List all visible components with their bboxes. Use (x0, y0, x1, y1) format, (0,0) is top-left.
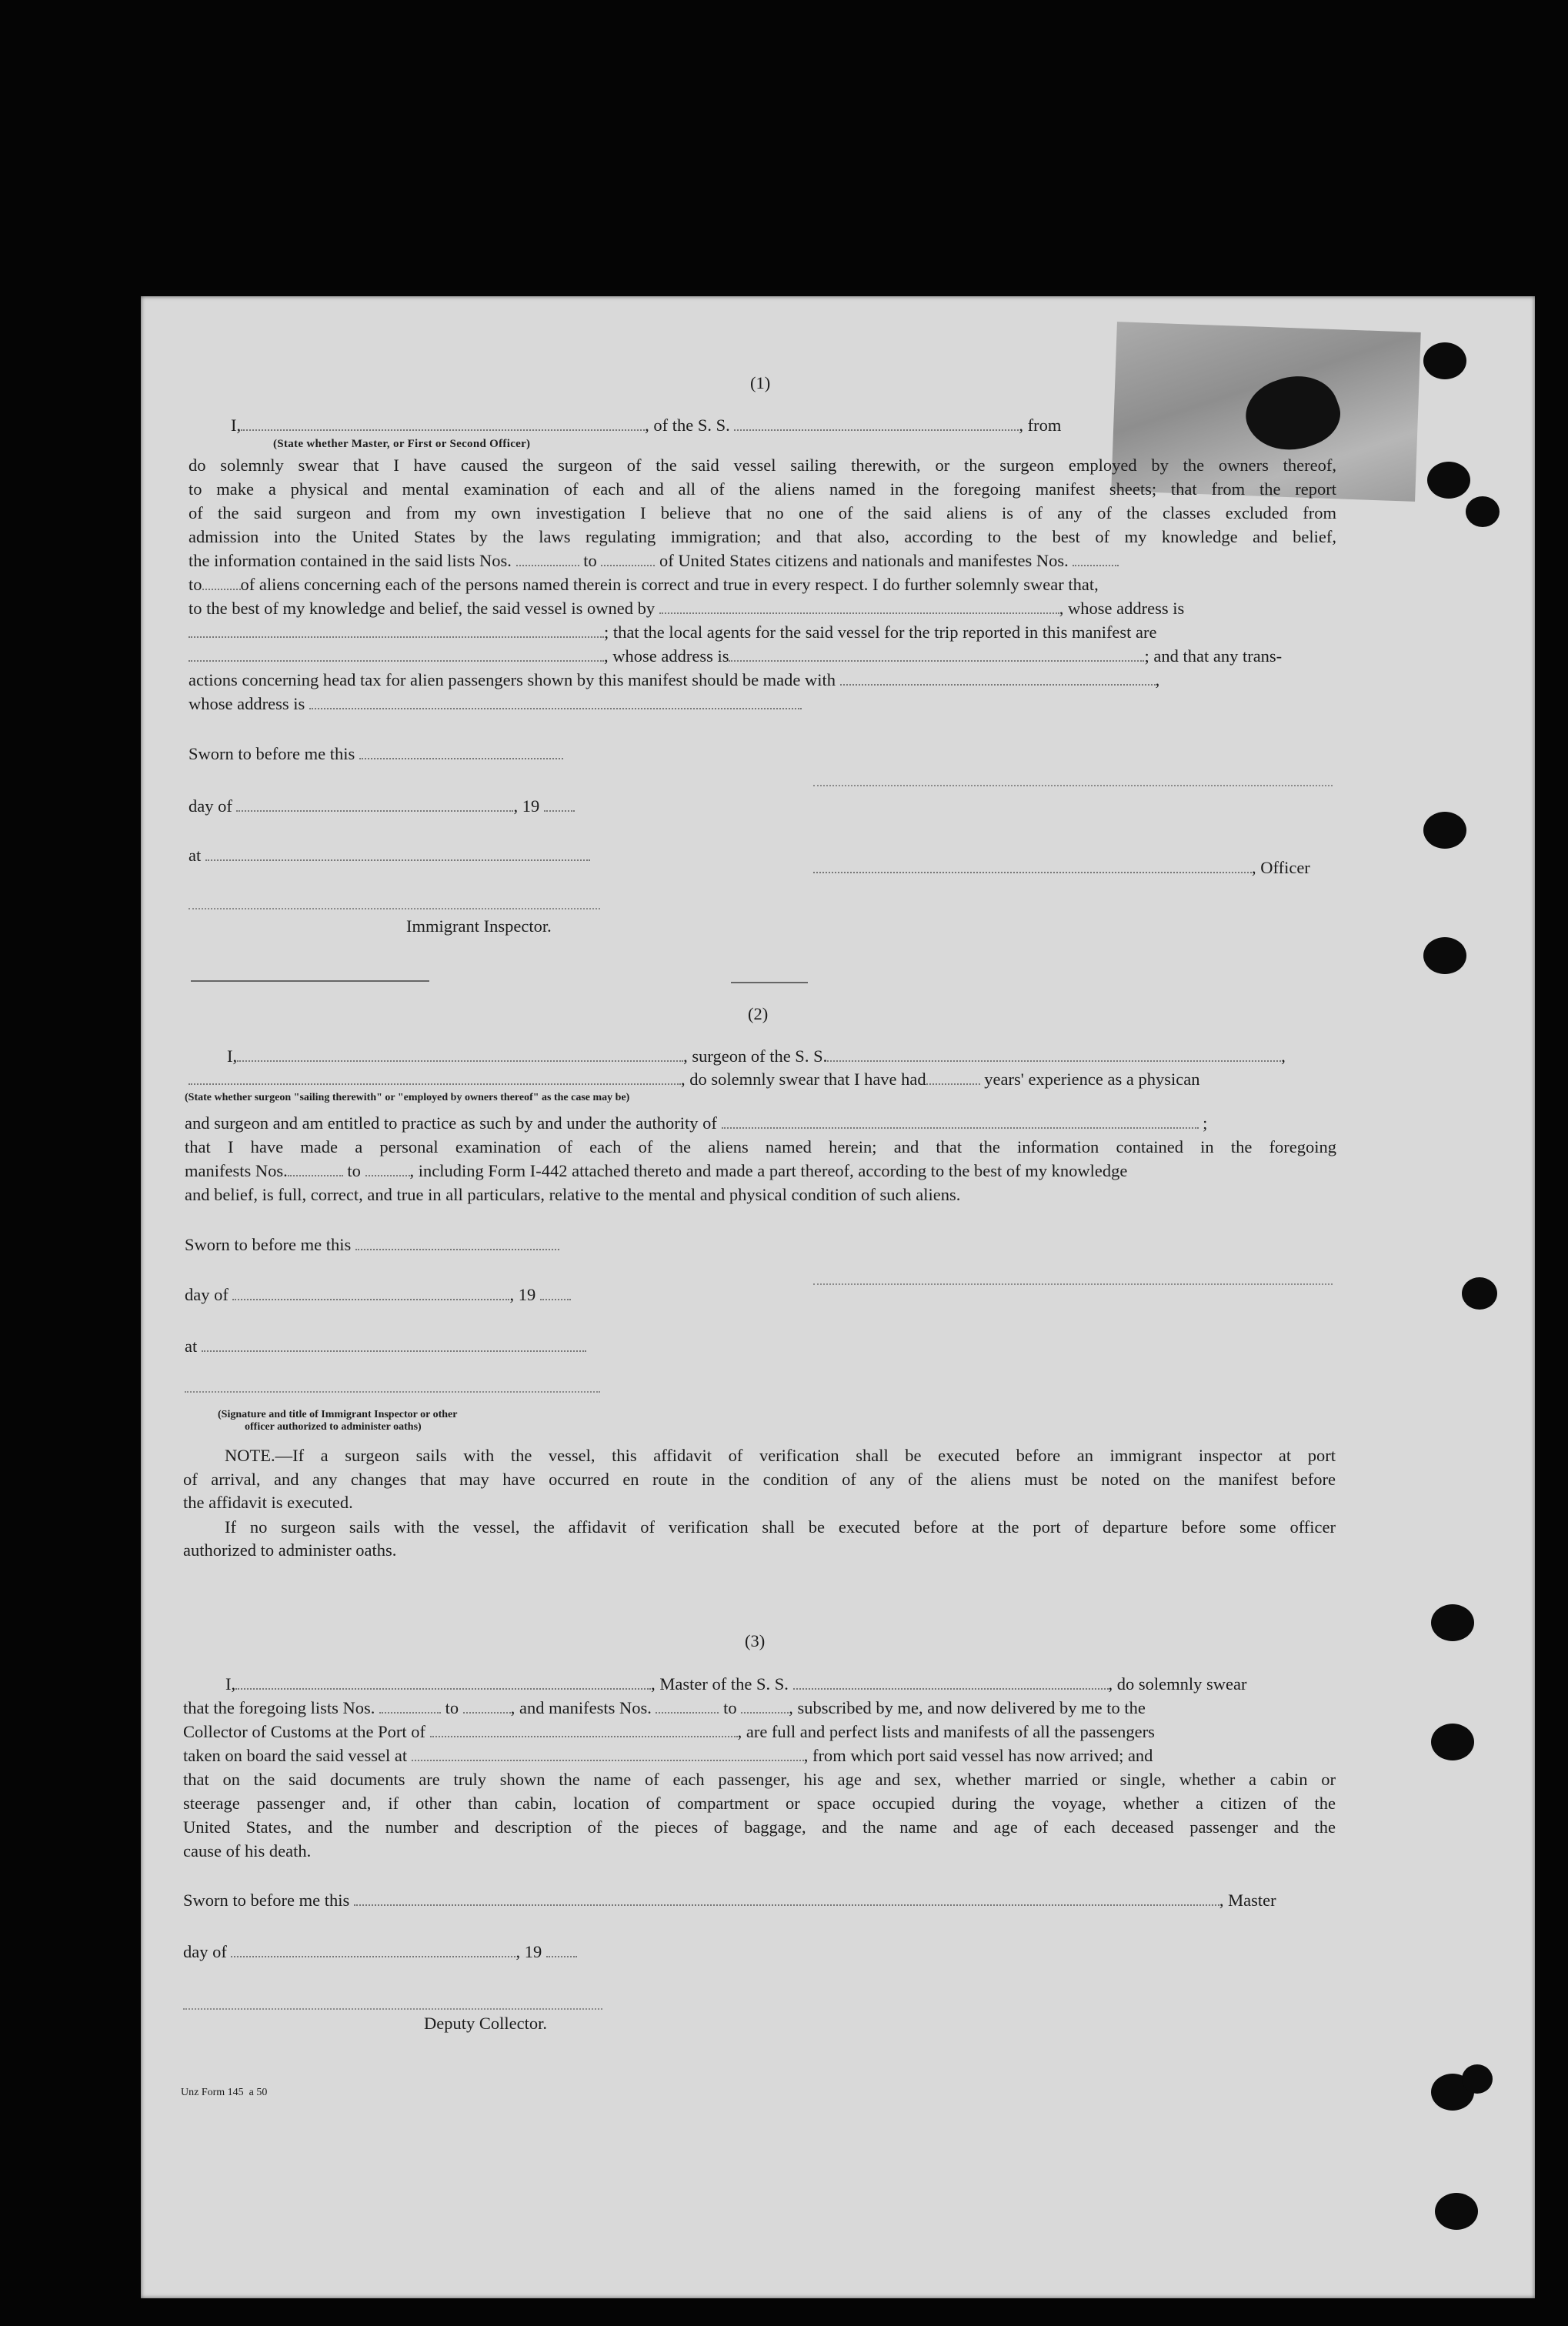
s2-surgeon-of: , surgeon of the S. S. (683, 1046, 828, 1066)
s2-note-1: NOTE.—If a surgeon sails with the vessel, this affidavit of verification shall be executed before an immigrant inspector at port (225, 1446, 1336, 1465)
s2-authority: and surgeon and am entitled to practice as such by and under the authority of (185, 1113, 717, 1133)
form-id: Unz Form 145 (181, 2087, 244, 2098)
s3-deputy: Deputy Collector. (424, 2014, 547, 2033)
s1-whose-address-2: , whose address is (604, 646, 729, 666)
s1-p4: admission into the United States by the laws regulating immigration; and that also, according to the best of my knowledge and belief, (188, 527, 1336, 546)
s1-aliens-text: of aliens concerning each of the persons named therein is correct and true in every respect. I do further solemnly swear that, (240, 575, 1099, 594)
s2-p3 (185, 1160, 1127, 1183)
s3-manifests-nos: , and manifests Nos. (510, 1698, 652, 1717)
s1-p7 (188, 597, 1184, 620)
s2-hint-surgeon: (State whether surgeon "sailing therewith" or "employed by owners thereof" as the case may be) (185, 1092, 630, 1103)
s2-line-1: I, , surgeon of the S. S. , (227, 1046, 1286, 1066)
s2-p4: and belief, is full, correct, and true in all particulars, relative to the mental and physical condition of such aliens. (185, 1185, 961, 1204)
s1-inspector-line (188, 908, 600, 909)
s2-sig-hint-1: (Signature and title of Immigrant Inspector or other (218, 1409, 458, 1420)
s3-subscribed: , subscribed by me, and now delivered by me to the (789, 1698, 1146, 1717)
s1-whose-address: , whose address is (1059, 599, 1185, 618)
s1-year: , 19 (513, 796, 540, 816)
s2-sig-hint-2: officer authorized to administer oaths) (245, 1421, 422, 1433)
s1-p10: actions concerning head tax for alien passengers shown by this manifest should be made with , (188, 670, 1160, 689)
s1-officer (813, 856, 1310, 879)
s3-p4: that on the said documents are truly shown the name of each passenger, his age and sex, whether married or single, whether a cabin or (183, 1770, 1336, 1789)
s2-sworn (185, 1233, 559, 1256)
s2-note-5: authorized to administer oaths. (183, 1540, 397, 1560)
s1-lists-nos: the information contained in the said lists Nos. (188, 551, 512, 570)
punch-hole-4 (1423, 812, 1466, 849)
s3-swear: , do solemnly swear (1108, 1674, 1247, 1694)
s2-day-label: day of (185, 1285, 229, 1304)
s1-separator (191, 980, 429, 982)
s2-year: , 19 (509, 1285, 536, 1304)
punch-hole-5 (1423, 937, 1466, 974)
section-3-number: (3) (745, 1631, 766, 1650)
s3-sworn-label: Sworn to before me this (183, 1891, 350, 1910)
section-1-number: (1) (750, 373, 771, 392)
s1-p3: of the said surgeon and from my own investigation I believe that no one of the said aliens is of any of the classes excluded from (188, 503, 1336, 522)
s3-master-label: , Master (1219, 1891, 1276, 1910)
s2-note-3: the affidavit is executed. (183, 1493, 353, 1512)
s1-at-label: at (188, 846, 202, 865)
punch-hole-1 (1423, 342, 1466, 379)
s1-hint-officer: (State whether Master, or First or Second Officer) (273, 438, 531, 450)
s2-signature-line (813, 1283, 1333, 1285)
s2-years-had: , do solemnly swear that I have had (681, 1070, 926, 1089)
s2-day (185, 1283, 571, 1306)
s3-to-2: to (723, 1698, 737, 1717)
s1-p9 (188, 645, 1282, 668)
s2-note-4: If no surgeon sails with the vessel, the affidavit of verification shall be executed before at the port of departure before some officer (225, 1517, 1336, 1537)
s1-sworn (188, 743, 563, 766)
s3-to-1: to (445, 1698, 459, 1717)
s1-inspector: Immigrant Inspector. (406, 916, 552, 936)
punch-hole-11 (1435, 2193, 1478, 2230)
s3-day (183, 1941, 577, 1964)
s3-collector: Collector of Customs at the Port of (183, 1722, 425, 1741)
s2-physican: years' experience as a physican (984, 1070, 1200, 1089)
s3-p6: United States, and the number and description of the pieces of baggage, and the name and age of each deceased passenger and the (183, 1817, 1336, 1837)
s1-to-2: to (188, 575, 202, 594)
s3-deputy-line (183, 2008, 602, 2010)
form-mark: a 50 (249, 2087, 268, 2098)
s1-manifestes: of United States citizens and nationals and manifestes Nos. (659, 551, 1069, 570)
s3-p2 (183, 1720, 1155, 1744)
s2-form-i442: , including Form I-442 attached thereto and made a part thereof, according to the best of my knowledge (409, 1161, 1128, 1180)
s3-p7: cause of his death. (183, 1841, 312, 1860)
form-number (181, 2081, 267, 2104)
s1-sworn-label: Sworn to before me this (188, 744, 355, 763)
punch-hole-10 (1462, 2064, 1493, 2094)
s3-full-lists: , are full and perfect lists and manifests of all the passengers (737, 1722, 1155, 1741)
s1-i: I, (231, 415, 242, 435)
s2-manifests-nos: manifests Nos. (185, 1161, 288, 1180)
s1-p5 (188, 549, 1119, 572)
s3-year: , 19 (515, 1942, 542, 1961)
s1-officer-label: , Officer (1252, 858, 1310, 877)
s3-i: I, (225, 1674, 236, 1694)
s3-lists-nos: that the foregoing lists Nos. (183, 1698, 375, 1717)
s1-p2: to make a physical and mental examination of each and all of the aliens named in the foregoing manifest sheets; that from the report (188, 479, 1336, 499)
s1-signature-line (813, 785, 1333, 786)
section-2-number: (2) (748, 1004, 769, 1023)
punch-hole-2 (1427, 462, 1470, 499)
s1-owned-by: to the best of my knowledge and belief, the said vessel is owned by (188, 599, 656, 618)
s3-master-of: , Master of the S. S. (651, 1674, 789, 1694)
s1-local-agents: ; that the local agents for the said vessel for the trip reported in this manifest are (604, 622, 1157, 642)
s2-sworn-label: Sworn to before me this (185, 1235, 352, 1254)
punch-hole-3 (1466, 496, 1500, 527)
s2-p1: and surgeon and am entitled to practice as such by and under the authority of ; (185, 1113, 1208, 1133)
s1-p11 (188, 692, 802, 716)
s3-day-label: day of (183, 1942, 227, 1961)
s2-inspector-line (185, 1391, 600, 1393)
s3-taken-on-board: taken on board the said vessel at (183, 1746, 408, 1765)
s1-head-tax: actions concerning head tax for alien passengers shown by this manifest should be made with (188, 670, 836, 689)
s1-day-label: day of (188, 796, 232, 816)
punch-hole-6 (1462, 1277, 1497, 1310)
s1-day (188, 795, 575, 818)
s1-of-ss: , of the S. S. (645, 415, 730, 435)
s3-line-1 (225, 1673, 1246, 1696)
s1-trans: ; and that any trans- (1144, 646, 1283, 666)
s3-p1 (183, 1697, 1146, 1720)
s3-p5: steerage passenger and, if other than cabin, location of compartment or space occupied during the voyage, whether a citizen of the (183, 1794, 1336, 1813)
s2-at (185, 1335, 586, 1358)
s2-p2: that I have made a personal examination of each of the aliens named herein; and that the information contained in the foregoing (185, 1137, 1336, 1156)
s1-p8 (188, 621, 1157, 644)
s2-to: to (347, 1161, 361, 1180)
s2-note-2: of arrival, and any changes that may have occurred en route in the condition of any of the aliens must be noted on the manifest before (183, 1470, 1336, 1489)
s1-p6 (188, 573, 1099, 596)
s3-p3 (183, 1744, 1153, 1767)
s1-to-1: to (583, 551, 597, 570)
s2-i: I, (227, 1046, 238, 1066)
s1-from: , from (1019, 415, 1062, 435)
s3-sworn (183, 1889, 1276, 1912)
punch-hole-7 (1431, 1604, 1474, 1641)
s1-p1: do solemnly swear that I have caused the surgeon of the said vessel sailing therewith, or the surgeon employed by the owners thereof, (188, 456, 1336, 475)
s1-at (188, 844, 590, 867)
s1-separator-2 (731, 982, 808, 983)
s2-at-label: at (185, 1337, 198, 1356)
s3-arrived: , from which port said vessel has now arrived; and (803, 1746, 1153, 1765)
s1-whose-address-3: whose address is (188, 694, 305, 713)
punch-hole-8 (1431, 1724, 1474, 1760)
